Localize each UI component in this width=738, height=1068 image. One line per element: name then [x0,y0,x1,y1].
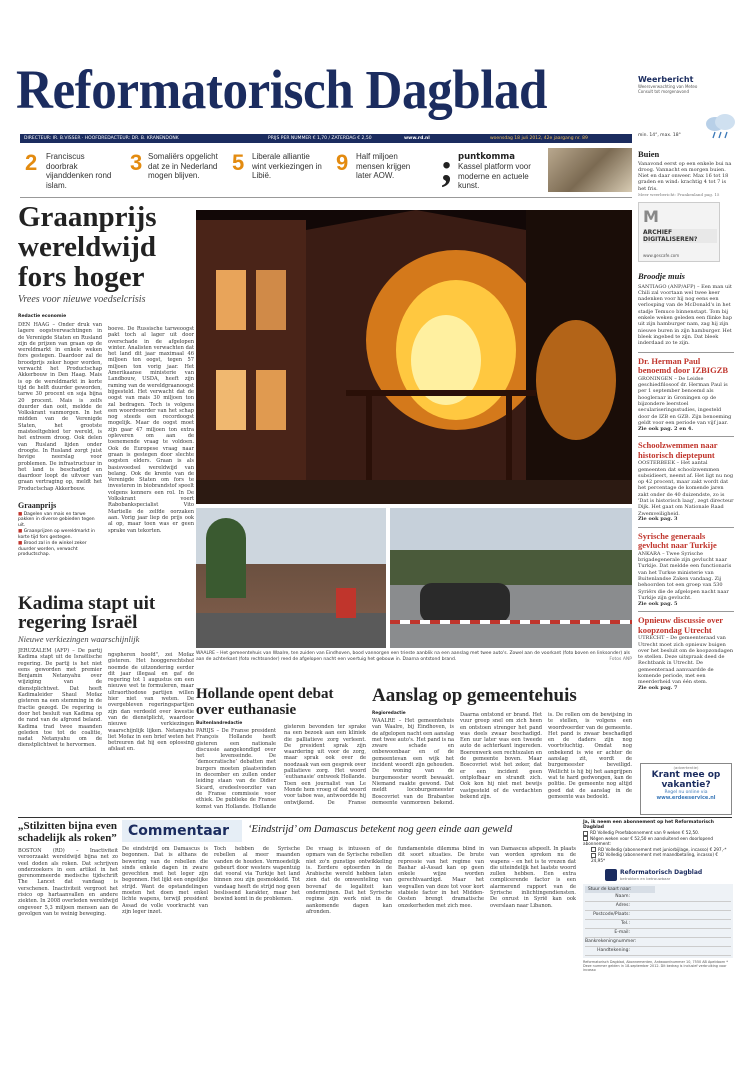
street-photo [196,508,386,648]
field-naam[interactable]: Naam: [585,893,731,902]
news-title: Syrische generaals gevlucht naar Turkije [638,530,717,551]
rd-logo-icon [605,869,617,881]
teaser-text: Franciscus doorbrak vijanddenken rond islam. [46,152,112,190]
weather-temps: min. 14°, max. 18° [638,133,681,138]
broodje-text: SANTIAGO (ANP/AFP) – Een man uit Chili zal voortaan wel twee keer nadenken voor hij nog eens een verlosping van de McDonald's in het stadje Temuco binnenstapt. Tom bij enkele weken geleden een flinke hap uit zijn hamburger nam, zag hij zijn nieuwe buren in zijn hamburger. Het bleek ingebed te zijn. Dat bleek inderdaad zo te zijn. [638,283,732,347]
lead-text: DEN HAAG – Onder druk van lagere oogstverwachtingen in de Verenigde Staten en Rusland zijn de prijzen van graan op de wereldmarkt in enkele weken fors gestegen. Daardoor zal de broodprijs zeker hoger worden, verwacht het Productschap Akkerbouw in Den Haag. Mais is op de wereldmarkt in korte tijd de helft duurder geworden, tarwe 30 procent en soja bijna 20 procent. Mais is zelfs duurder dan ooit, meldde de Volkskrant vanmorgen. In het midden van de Verenigde Staten, het grootste maisteeltgebied ter wereld, is het extreem droog. Ook delen van Rusland lijden onder droogte. In Rusland zorgt juist hevige neerslag voor problemen. De infrastructuur in het land is beschadigd en daardoor loopt de uitvoer van graan vertraging op, meldt het Productschap Akkerbouw. [18,322,102,492]
sidebar-divider [638,527,734,528]
stilzitten-headline[interactable]: „Stilzitten bijna even schadelijk als roken” [18,820,117,844]
teaser-text: Half miljoen mensen krijgen later AOW. [356,152,411,181]
info-bar [20,134,632,143]
subscribe-option[interactable]: RD Volledig (abonnement met maandbetaling, incasso) € 24,95* [591,852,719,863]
aanslag-text-col2: Daarna ontstond er brand. Het vuur greep snel om zich heen en ontstoen strenger het pand was deels zwaar beschadigd. Een uur later was een tweede auto de achterkant ingereden. Boerenwerk een rechtszalen en de gemeente boven. Maar Boscovriet wist het zeker, dat er een incident geen ontplofbaar en strandt zich. Ook kon hij niet met bewijs vastgesteld of de verdachten bekend zijn. [460,712,542,800]
teaser-title: puntkomma [458,152,515,162]
box-label: Stuur de kaart naar: [585,886,655,893]
kadima-text-col2: ngspheren hoofd", zei Mofaz gisteren. Het hooggerechtshof noemde de uitzondering eerder dit jaar illegaal en gaf de regering tot 1 augustus om een nieuwe wet te formuleren, maar ultraorthodoxe partijen willen hier niet van weten. De overgebleven regeringspartijen zijn dan verdeeld over kwestie van de dienstplicht, waardoor nieuwe verkiezingen waarschijnlijk lijken. Netanyahu liet Mofaz in een brief weten het betreuren dat hij een oplossing afslaat en. [108,652,194,753]
buien-block [638,150,734,196]
news-text: OOSTERBEEK – Het aantal gemeenten dat schoolzwemmen subsidieert, neemt af. Het ligt nu nog op 42 procent, maar zakt wordt dat het percentage de komende jaren zakt onder de 40 duizendste, zo is 'Dat is historisch laag', zegt directeur Dijk. Het gaat om Nationale Raad Zwemveiligheid. [638,460,734,517]
subscribe-logo [605,869,733,881]
aanslag-byline: Regioredactie [372,711,406,716]
address-box [583,884,733,958]
commentaar-col1: De eindstrijd om Damascus is begonnen. Dat is althans de bewering van de rebellen die sinds enkele dagen in zware gevechten met het leger zijn begonnen. Het lijkt een ongelijke strijd. Want de opstandelingen moeten het doen met enkel lichte wapens, terwijl president Assad de volle voorkracht van zijn leger inzet. [122,846,208,915]
kadima-article [18,594,194,804]
news-ref: Zie ook pag. 7 [638,685,678,692]
teaser-photo [548,148,632,192]
buien-title: Buien [638,149,660,159]
sidebar-divider [638,352,734,353]
teaser-text: Kassel platform voor moderne en actuele kunst. [458,162,531,191]
sidebar-news-item[interactable] [638,616,734,691]
lead-factbox [18,501,102,558]
kadima-text: JERUZALEM (AFP) – De partij Kadima stapt uit de Israëlische regering. De partij is het niet eens geworden met premier Benjamin Netanyahu over wijziging van de dienstplichtwet. Dat heeft Kadimaleider Shaul Mofaz gisteren na een stemming in de fractie gezegd. De regering is door het besluit van Kadima op de rand van de afgrond beland. Kadima trad twee maanden geleden toe tot de coalitie, nadat Netanyahu om de dienstplichtwet te hervormen. [18,648,102,749]
fire-photo [196,210,632,504]
field-adres[interactable]: Adres: [585,902,731,911]
commentaar-col4: fundamentele dilemma blind in dit soort situaties. De brute repressie van het regime van Bashar al-Assad kan op geen enkele wijze worden gerechtvaardigd. Maar het wegvallen van deze tot voor kort stabiele factor in het Midden-Oosten brengt dramatische onzekerheden met zich mee. [398,846,484,909]
infobar-date: woensdag 18 juli 2012, 42e jaargang nr. 89 [490,136,588,141]
buien-text: Vanavond eerst op een enkele bui na droog. Vannacht en morgen buien. Niet en daar onweer. Max 16 tot 18 graden en wind: krachtig 4 tot 7 is het fris. [638,160,732,192]
news-title: Dr. Herman Paul benoemd door IZBIGZB [638,355,729,376]
teaser-number: 9 [336,150,349,175]
field-postcode[interactable]: Postcode/Plaats: [585,911,731,920]
commentaar-label: Commentaar [122,820,242,842]
teaser-number: 5 [232,150,245,175]
divider [20,197,632,198]
teaser-text: Liberale alliantie wint verkiezingen in Libië. [252,152,322,181]
subscribe-footnote: Reformatorisch Dagblad, Abonnementen, Antwoordnummer 10, 7550 AB Apeldoorn * Deze nummer gelden in 18-september 2012. Dit bedrag is inclusief verbruiking voor incasso [583,959,729,973]
stilzitten-text: BOSTON (RD) – Inactiviteit veroorzaakt wereldwijd bijna net zo veel doden als roken. Dat schrijven onderzoekers in een artikel in het gerenommeerde medische tijdschrift The Lancet dat vandaag is verschenen. Inactiviteit vergroot het risico op hartaanvallen en andere ziekten. In 2008 overleden wereldwijd ongeveer 5,3 miljoen mensen aan de gevolgen van te weinig beweging. [18,848,118,917]
factbox-item: ■ Dagelen van mais en tarwe pakken in diverse gebieden tegen uit. [18,511,95,528]
lead-byline: Redactie economie [18,314,67,319]
lead-headline-3[interactable]: fors hoger [18,261,145,293]
lead-headline-1[interactable]: Graanprijs [18,201,157,233]
lead-subhead: Vrees voor nieuwe voedselcrisis [18,294,146,305]
ad-url[interactable]: www.gescafe.com [643,253,680,258]
weather-title: Weerbericht [638,75,694,84]
sidebar [638,202,734,822]
commentaar-col5: van Damascus afspeelt. In plaats van worden spreken nu de wapens – en het is te vrezen dat die uiteindelijk het laatste woord zullen hebben. Een extra complicerende factor is een alarmerend rapport van de Syrische inlichtingendiensten. De onrust in Syrië kan ook overslaan naar Libanon. [490,846,576,909]
factbox-item: ■ Brood zal in de winkel zeker duurder worden, verwacht productschap. [18,541,87,558]
lead-text-col2: boeve. De Russische tarweoogst pakt toch al lager uit door overschade in de afgelopen winter. Analisten verwachten dat het land dit jaar maximaal 46 miljoen ton oogst, tegen 57 miljoen ton vorig jaar. Het Amerikaanse ministerie van Landbouw, USDA, heeft zijn raming van de wereldgraanoogst bijgesteld. Het verwacht dat de oogst van mais 30 miljoen ton zal bedragen. Toch is volgens een woordvoerder van het schap nog steeds een recordoogst mogelijk. Maar de oogst moet zijn gaar 47 miljoen ton extra opleveren om aan de toenemende vraag te voldoen. Ook de Europese vraag naar graan is gestegen door slechte oogsten elders. Graan is als basisvoedsel wereldwijd van belang. Ook de krente van de Verenigde Staten om fors te investeren in biobrandstof speelt volgens kenners een rol. In De Volkskrant voert Rabobankspecialist Vito Martielle de zelfde oorzaken aan. Vorig jaar liep de prijs ook al op, maar toen was er geen sprake van tekorten. [108,326,194,534]
infobar-web[interactable]: www.rd.nl [404,136,430,141]
weather-block [638,75,736,145]
kadima-headline-2[interactable]: regering Israël [18,612,138,633]
news-title: Schoolzwemmen naar historisch dieptepunt [638,440,718,460]
factbox-title: Graanprijs [18,501,57,510]
news-text: ANKARA – Twee Syrische brigadegenerale zijn gevlucht naar Turkije. Dat meldde een functionaris van het Turkse ministerie van Buitenlandse Zaken vandaag. Zij behoorden tot een groep van 530 Syriërs die de afgelopen nacht naar Turkije zijn gevlucht. [638,550,732,601]
rain-cloud-icon [703,110,737,140]
news-title: Opnieuw discussie over koopzondag Utrecht [638,615,723,635]
ad-label: ARCHIEF DIGITALISEREN? [643,229,717,243]
caption-text: WAALRE – Het gemeentehuis van Waalre, ten zuiden van Eindhoven, bood vannorgen een trieste aanblik na een aanslag met twee auto's. Zowel aan de voorkant (foto boven en linksonder) als aan de achterkant (foto rechtsonder) reed de afgelopen nacht een voertuig het gebouw in. Daarna ontstond brand. [196,651,630,662]
hollande-text: PARIJS – De Franse president François Hollande heeft gisteren een nationale discussie aangekondigd over het levenseinde. De ‘democratische’ debatten met burgers moeten plaatsvinden in december en zullen onder leiding staan van de Didier Sicard, eredeelvoorziter van de Franse commissie voor ethiek. De publieke de Franse komst van Hollande. Hollande [196,728,276,810]
car-photo [390,508,632,648]
sidebar-news-item[interactable] [638,532,734,607]
subscribe-option[interactable]: RD Volledig Proefabonnement van 9 weken € 52,50. [583,830,733,836]
field-email[interactable]: E-mail: [585,929,731,938]
subscribe-form [583,820,733,1016]
news-ref: Zie ook pag. 2 en 4. [638,425,694,432]
news-ref: Zie ook pag. 3 [638,516,678,523]
teaser-number: 2 [25,150,38,175]
photo-caption [196,651,632,663]
lead-article [18,202,194,586]
masthead [0,0,738,148]
buien-source: Meer weerbericht: Frankenland pag. 15 [638,192,720,198]
subscribe-option[interactable]: Nègen weken voor € 52,50 en aansluitend een doorlopend abonnement: [583,835,714,847]
sidebar-divider [638,611,734,612]
commentaar-col3: De vraag is intussen of de opmars van de Syrische rebellen niet zo'n gunstige ontwikkeling is. Eerdere optoerden in de Arabische wereld hebben laten zien dat de omwenteling van bovenaf de legaliteit kan ondermijnen. Dat het Syrische regime zijn werk niet in de aankomende dagen kan afronden. [306,846,392,915]
teaser-row [20,145,632,194]
ad-tag: (advertentie) [673,765,699,770]
field-bank[interactable]: Bankrekeningnummer: [585,938,731,947]
news-ref: Zie ook pag. 5 [638,600,678,607]
ad-brand: M [643,207,659,226]
sidebar-divider [638,436,734,437]
semicolon-icon: ; [440,145,454,190]
caption-credit: Fotos ANP [609,656,632,662]
ad-line2: vakantie? [661,780,711,790]
aanslag-text: WAALRE – Het gemeentehuis van Waalre, bij Eindhoven, is de afgelopen nacht een aanslag met twee auto's. Het pand is na zware schade en onbewoonbaar en of de gemeentevan een wijk het incident woordt zijn gehouden. De woning van de burgemeester wordt bewaakt. Niemand raakte gewond. Dat meldt locoburgemeester Boscovriet van de Brabantse gemeente vanmorgen bekend. [372,718,454,804]
kadima-headline-1[interactable]: Kadima stapt uit [18,593,156,614]
teaser-number: 3 [130,150,143,175]
subscribe-option[interactable]: RD Volledig (abonnement met juniorbijlage, incasso) € 297,-* [583,847,733,853]
hollande-article [196,686,366,810]
aanslag-article [372,686,634,806]
ad-url[interactable]: www.erdeeservice.nl [656,795,716,801]
lead-headline-2[interactable]: wereldwijd [18,231,157,263]
archive-ad[interactable] [638,202,720,262]
stilzitten-article [18,820,118,1020]
news-text: GRONINGEN – De Leidse geschiedfilosoof dr. Herman Paul is per 1 september benoemd als hoogleraar in Groningen op de bijzondere leerstoel seculariseringsstudies, ingesteld door de IZB en GZB. Zijn benoeming geldt voor een periode van vijf jaar. [638,375,732,426]
factbox-item: ■ Graanprijzen op wereldmarkt in korte tijd fors gestegen. [18,529,96,540]
field-tel[interactable]: Tel.: [585,920,731,929]
newspaper-title[interactable]: Reformatorisch Dagblad [16,59,548,120]
divider [18,817,732,818]
aanslag-text-col3: is. De rollen om de bewijsing in te stellen, is volgens een woordvoerder van de gemeente. Het pand is zwaar beschadigd en de daders zijn nog voortvluchtig. Omdat nog onbekend is wie er achter de aanslag zit, wordt de burgemeester beveiligd. Wellicht is hij bij het aangrijpen wat te hard gedwongen, kan de politie. De gemeente nog altijd goed dat de aanslag in de gemeente was bedoeld. [548,712,632,800]
hollande-text-col2: gisteren bevonden ter sprake na een bezoek aan een kliniek die palliatieve zorg verleent. De president sprak zijn waardering uit voor de zorg, maar sprak ook over de noodzaak van een gesprek over palliatieve zorg. Het woord ‘euthanasie’ ontweek Hollande. Toen een journalist van Le Monde hem vroeg of dat woord voor taboe was, antwoordde hij ontwijkend. De Franse [284,724,366,806]
logo-name: Reformatorisch Dagblad [620,868,703,876]
commentaar-section [122,820,578,1020]
aanslag-headline[interactable]: Aanslag op gemeentehuis [372,685,577,706]
weather-sub: Weersverwachting van Meteo Consult tot morgenavond [638,84,698,94]
hollande-headline-1[interactable]: Hollande opent debat [196,686,334,702]
sidebar-news-item[interactable] [638,441,734,522]
subscribe-intro: Ja, ik neem een abonnement op het Reformatorisch Dagblad [583,820,714,830]
hollande-headline-2[interactable]: over euthanasie [196,702,297,718]
sidebar-news-item[interactable] [638,357,734,432]
kadima-subhead: Nieuwe verkiezingen waarschijnlijk [18,634,140,644]
ad-line3: Regel nu online via [664,790,708,795]
commentaar-col2: Toch hebben de Syrische rebellen al meer maanden vanden de houden. Vermoedelijk gebeurt door westers wapentuig dat vooral via Turkije het land binnen zou zijn gesmokkeld. Tot vandaag heeft de strijd nog geen beslissend karakter, maar het bewind komt in de problemen. [214,846,300,903]
broodje-title[interactable]: Broodje muis [638,271,685,281]
news-text: UTRECHT – De gemeenteraad van Utrecht moet zich opnieuw buigen over het besluit om de koopzondagen te stellen. Deze uitspraak deed de Rechtbank in Utrecht. De gemeenteraad aanvaardde de komende periode, met een meerderheid van één stem. [638,635,734,686]
vakantie-ad[interactable] [640,763,732,815]
infobar-staff: DIRECTEUR: IR. B.VISSER · HOOFDREDACTEUR: DR. B. KRANENDONK [24,136,179,141]
checkbox[interactable] [583,831,588,836]
commentaar-headline[interactable]: ‘Eindstrijd’ om Damascus betekent nog geen einde aan geweld [248,824,513,835]
infobar-price: PRIJS PER NUMMER € 1,70 / ZATERDAG € 2,50 [268,136,372,141]
fire-illustration [196,210,632,504]
hollande-byline: Buitenlandredactie [196,721,243,726]
logo-tagline: betrokken en betrouwbaar [620,875,671,881]
teaser-text: Somaliërs opgelicht dat ze in Nederland mogen blijven. [148,152,218,181]
field-signature[interactable]: Handtekening: [585,947,731,956]
ad-line1: Krant mee op [651,770,721,780]
